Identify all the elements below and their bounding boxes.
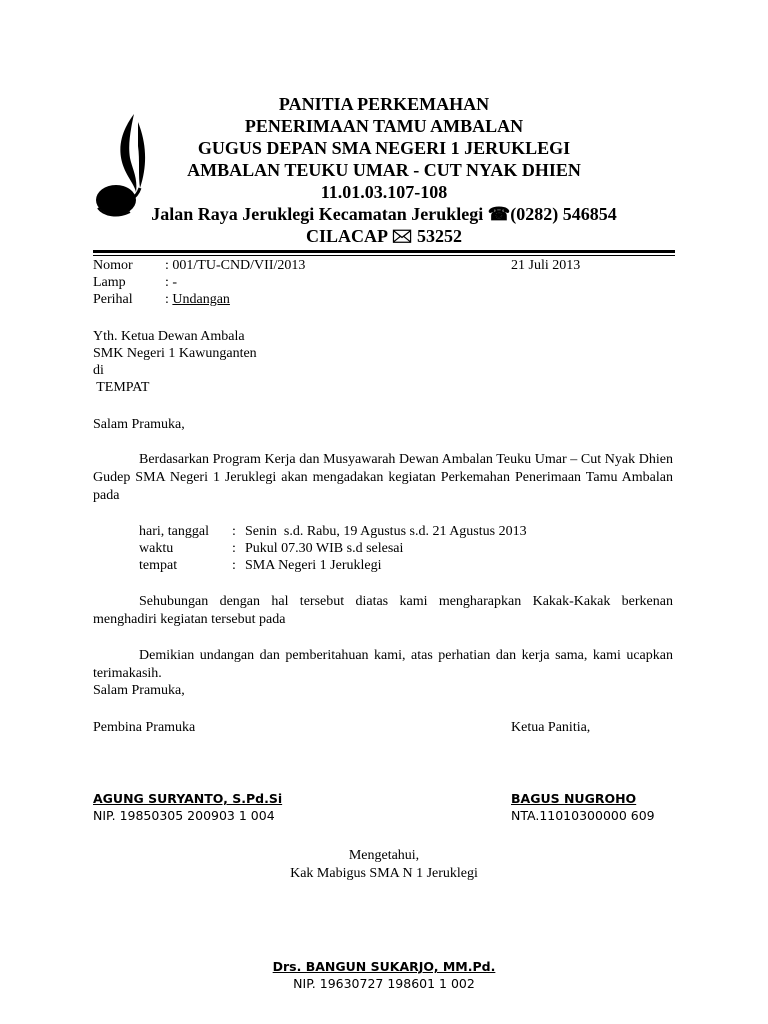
envelope-icon: 🖂 xyxy=(391,226,413,246)
left-signer-title: Pembina Pramuka xyxy=(93,720,196,735)
perihal-value: Undangan xyxy=(172,292,230,307)
header-line-4: AMBALAN TEUKU UMAR - CUT NYAK DHIEN xyxy=(187,160,581,180)
right-signer-title: Ketua Panitia, xyxy=(511,720,591,735)
header-line-1: PANITIA PERKEMAHAN xyxy=(278,94,490,114)
acknowledgement-role: Kak Mabigus SMA N 1 Jeruklegi xyxy=(290,866,478,881)
recipient-line-4: TEMPAT xyxy=(93,380,150,395)
left-signer-nip: NIP. 19850305 200903 1 004 xyxy=(93,808,275,823)
header-line-5: 11.01.03.107-108 xyxy=(320,182,448,202)
center-signer-name: Drs. BANGUN SUKARJO, MM.Pd. xyxy=(272,959,496,974)
perihal-field xyxy=(165,291,230,308)
lamp-label: Lamp xyxy=(93,275,126,290)
perihal-colon: : xyxy=(165,292,173,307)
detail-label-hari: hari, tanggal xyxy=(139,524,209,539)
header-city-line xyxy=(0,225,768,247)
acknowledgement-label: Mengetahui, xyxy=(348,848,420,863)
detail-value-hari: Senin s.d. Rabu, 19 Agustus s.d. 21 Agustus 2013 xyxy=(245,524,527,539)
nomor-value: : 001/TU-CND/VII/2013 xyxy=(165,258,306,273)
recipient-line-2: SMK Negeri 1 Kawunganten xyxy=(93,346,257,361)
right-signer-nta: NTA.11010300000 609 xyxy=(511,808,655,823)
header-divider-thick xyxy=(93,250,675,253)
detail-colon-hari: : xyxy=(232,524,236,539)
paragraph-3: Demikian undangan dan pemberitahuan kami, atas perhatian dan kerja sama, kami ucapkan terimakasih. xyxy=(93,648,673,681)
recipient-line-3: di xyxy=(93,363,104,378)
header-divider-thin xyxy=(93,255,675,256)
paragraph-2: Sehubungan dengan hal tersebut diatas kami mengharapkan Kakak-Kakak berkenan menghadiri kegiatan tersebut pada xyxy=(93,594,673,627)
header-line-3: GUGUS DEPAN SMA NEGERI 1 JERUKLEGI xyxy=(197,138,571,158)
detail-colon-waktu: : xyxy=(232,541,236,556)
recipient-line-1: Yth. Ketua Dewan Ambala xyxy=(93,329,245,344)
header-address: Jalan Raya Jeruklegi Kecamatan Jeruklegi xyxy=(151,204,484,224)
header-city: CILACAP xyxy=(305,226,387,246)
header-postcode: 53252 xyxy=(417,226,463,246)
letter-date: 21 Juli 2013 xyxy=(511,258,581,273)
closing-salam: Salam Pramuka, xyxy=(93,683,185,698)
right-signer-name: BAGUS NUGROHO xyxy=(511,791,637,806)
header-line-2: PENERIMAAN TAMU AMBALAN xyxy=(244,116,524,136)
paragraph-1: Berdasarkan Program Kerja dan Musyawarah Dewan Ambalan Teuku Umar – Cut Nyak Dhien Gudep SMA Negeri 1 Jeruklegi akan mengadakan kegiatan Perkemahan Penerimaan Tamu Ambalan pada xyxy=(93,452,673,503)
greeting: Salam Pramuka, xyxy=(93,417,185,432)
perihal-label: Perihal xyxy=(93,292,133,307)
lamp-value: : - xyxy=(165,275,178,290)
left-signer-name: AGUNG SURYANTO, S.Pd.Si xyxy=(93,791,283,806)
detail-value-tempat: SMA Negeri 1 Jeruklegi xyxy=(245,558,382,573)
header-address-line xyxy=(0,203,768,225)
phone-icon: ☎ xyxy=(487,204,511,224)
center-signer-nip: NIP. 19630727 198601 1 002 xyxy=(293,976,475,991)
detail-value-waktu: Pukul 07.30 WIB s.d selesai xyxy=(245,541,404,556)
header-phone: (0282) 546854 xyxy=(510,204,617,224)
detail-colon-tempat: : xyxy=(232,558,236,573)
detail-label-tempat: tempat xyxy=(139,558,178,573)
detail-label-waktu: waktu xyxy=(139,541,174,556)
nomor-label: Nomor xyxy=(93,258,133,273)
